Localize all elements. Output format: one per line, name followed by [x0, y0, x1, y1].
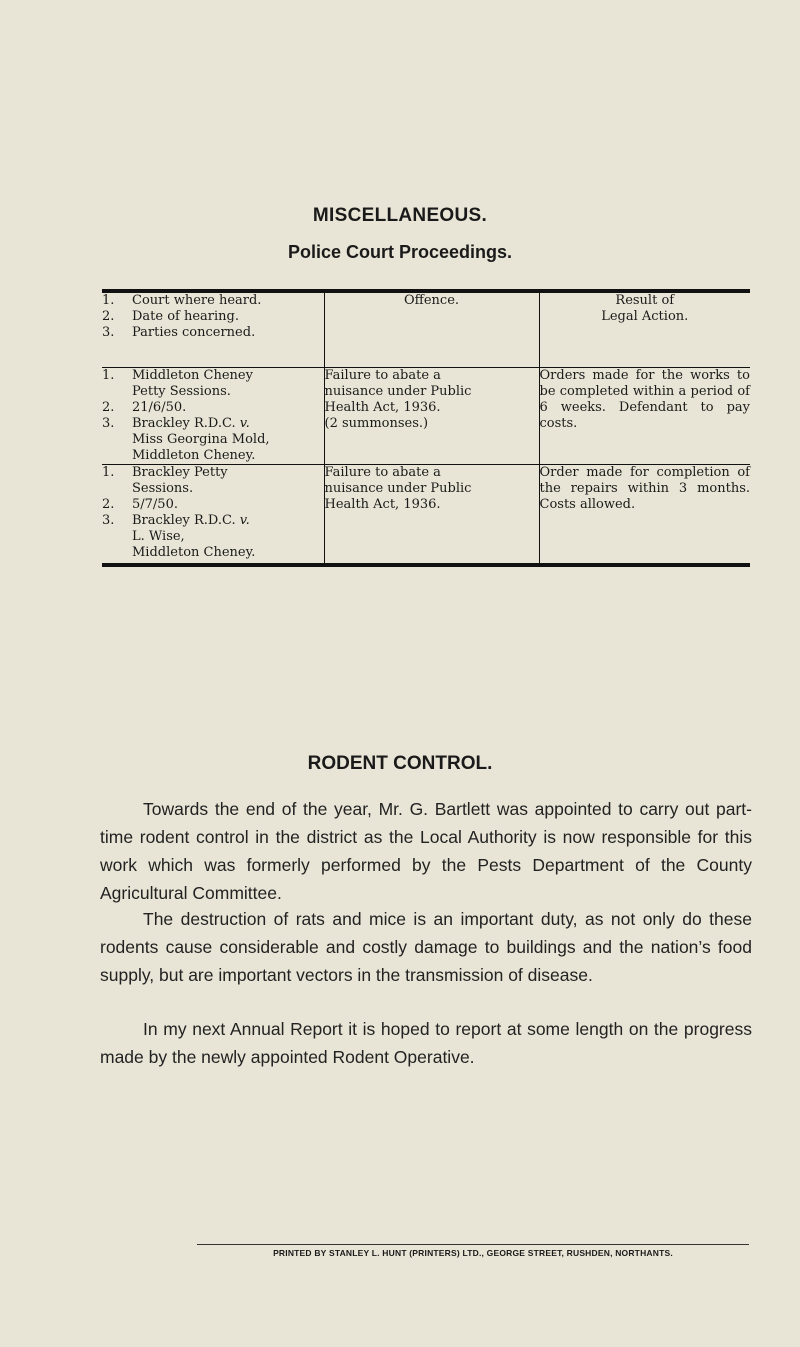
parties-line: Brackley R.D.C. v. — [132, 416, 250, 431]
parties-line: Miss Georgina Mold, — [132, 432, 270, 447]
item-num: 2. — [102, 497, 115, 512]
cell-offence — [324, 368, 539, 465]
rodent-control-title: RODENT CONTROL. — [307, 753, 493, 774]
table-header-row — [102, 291, 750, 368]
cell-court-details — [102, 465, 324, 566]
header-date-label: Date of hearing. — [132, 309, 240, 324]
header-result-line2: Legal Action. — [601, 309, 689, 324]
offence-line: (2 summonses.) — [324, 416, 429, 431]
court-name: Brackley Petty — [132, 465, 228, 480]
header-col-court — [102, 291, 324, 368]
offence-line: Health Act, 1936. — [324, 497, 441, 512]
item-num: 3. — [102, 513, 115, 528]
offence-line: Health Act, 1936. — [324, 400, 441, 415]
header-col-offence: Offence. — [324, 291, 539, 368]
court-name-cont: Sessions. — [132, 481, 194, 496]
header-num: 1. — [102, 293, 115, 308]
section-subtitle: Police Court Proceedings. — [287, 242, 513, 262]
parties-line: Brackley R.D.C. v. — [132, 513, 250, 528]
item-num: 3. — [102, 416, 115, 431]
court-proceedings-table — [102, 289, 750, 567]
parties-line: Middleton Cheney. — [132, 448, 256, 463]
rodent-paragraph: In my next Annual Report it is hoped to report at some length on the progress made by the newly appointed Rodent Operative. — [100, 1019, 752, 1067]
parties-line: Middleton Cheney. — [132, 545, 256, 560]
offence-line: nuisance under Public — [324, 384, 472, 399]
hearing-date: 5/7/50. — [132, 497, 178, 512]
printer-imprint: PRINTED BY STANLEY L. HUNT (PRINTERS) LTD., GEORGE STREET, RUSHDEN, NORTHANTS. — [273, 1248, 673, 1258]
header-col-result — [539, 291, 750, 368]
item-num: 2. — [102, 400, 115, 415]
section-title: MISCELLANEOUS. — [312, 205, 488, 226]
parties-line: L. Wise, — [132, 529, 185, 544]
court-name: Middleton Cheney — [132, 368, 253, 383]
cell-result: Order made for completion of the repairs within 3 months. Costs allowed. — [539, 465, 750, 566]
rodent-paragraph: Towards the end of the year, Mr. G. Bartlett was appointed to carry out part-time rodent control in the district as the Local Authority is now responsible for this work which was formerly performed by the Pests Department of the County Agricultural Committee. — [100, 799, 752, 903]
court-name-cont: Petty Sessions. — [132, 384, 231, 399]
item-num: 1. — [102, 465, 115, 480]
table-row — [102, 465, 750, 566]
footer-divider — [197, 1244, 749, 1245]
header-result-line1: Result of — [615, 293, 675, 308]
table-row — [102, 368, 750, 465]
offence-line: Failure to abate a — [324, 465, 441, 480]
item-num: 1. — [102, 368, 115, 383]
rodent-paragraph: The destruction of rats and mice is an important duty, as not only do these rodents cause considerable and costly damage to buildings and the nation’s food supply, but are important vectors in the transmission of disease. — [100, 909, 752, 985]
header-num: 3. — [102, 325, 115, 340]
hearing-date: 21/6/50. — [132, 400, 187, 415]
cell-result: Orders made for the works to be completed within a period of 6 weeks. Defendant to pay costs. — [539, 368, 750, 465]
offence-line: Failure to abate a — [324, 368, 441, 383]
header-parties-label: Parties concerned. — [132, 325, 256, 340]
cell-offence — [324, 465, 539, 566]
offence-line: nuisance under Public — [324, 481, 472, 496]
header-court-label: Court where heard. — [132, 293, 262, 308]
cell-court-details — [102, 368, 324, 465]
header-num: 2. — [102, 309, 115, 324]
